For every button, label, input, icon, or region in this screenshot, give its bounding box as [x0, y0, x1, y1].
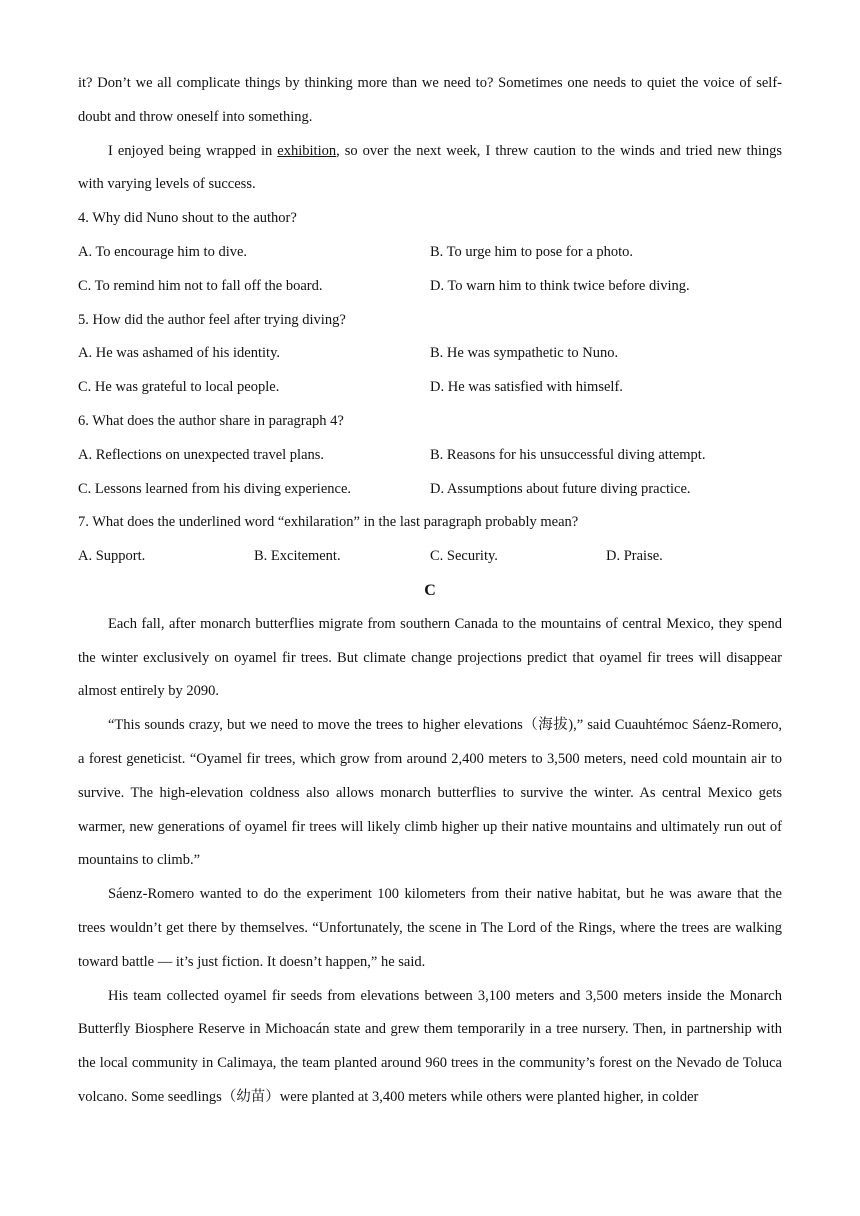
document-page [78, 67, 782, 1115]
option-b: B. To urge him to pose for a photo. [430, 243, 634, 260]
option-d: D. He was satisfied with himself. [430, 379, 623, 396]
option-a: A. To encourage him to dive. [78, 243, 248, 260]
question-6: 6. What does the author share in paragraph 4? [78, 412, 344, 429]
option-a: A. Support. [78, 548, 146, 565]
option-a: A. He was ashamed of his identity. [78, 345, 281, 362]
question-4-options [78, 236, 782, 304]
option-d: D. To warn him to think twice before diving. [430, 277, 690, 294]
paragraph-top: it? Don’t we all complicate things by thinking more than we need to? Sometimes one needs to quiet the voice of self-doubt and throw oneself into something. [78, 75, 782, 125]
question-7: 7. What does the underlined word “exhilaration” in the last paragraph probably mean? [78, 514, 579, 531]
option-d: D. Praise. [606, 548, 663, 565]
option-b: B. He was sympathetic to Nuno. [430, 345, 619, 362]
option-a: A. Reflections on unexpected travel plans. [78, 446, 325, 463]
section-heading: C [424, 581, 436, 599]
section-c-paragraph-2: “This sounds crazy, but we need to move the trees to higher elevations（海拔),” said Cuauhtémoc Sáenz-Romero, a forest geneticist. “Oyamel fir trees, which grow from around 2,400 meters to 3,500 meters, need cold mountain air to survive. The high-elevation coldness also allows monarch butterflies to survive the winter. As central Mexico gets warmer, new generations of oyamel fir trees will likely climb higher up their native mountains and ultimately run out of mountains to climb.” [78, 717, 782, 869]
question-5: 5. How did the author feel after trying diving? [78, 311, 346, 328]
option-b: B. Excitement. [254, 548, 341, 565]
question-4: 4. Why did Nuno shout to the author? [78, 210, 297, 227]
section-c-paragraph-1: Each fall, after monarch butterflies migrate from southern Canada to the mountains of central Mexico, they spend the winter exclusively on oyamel fir trees. But climate change projections predict that oyamel fir trees will disappear almost entirely by 2090. [78, 615, 782, 700]
option-b: B. Reasons for his unsuccessful diving attempt. [430, 446, 706, 463]
option-d: D. Assumptions about future diving practice. [430, 480, 691, 497]
question-7-options [78, 540, 782, 574]
option-c: C. To remind him not to fall off the board. [78, 277, 323, 294]
underlined-word: exhibition [277, 142, 337, 159]
option-c: C. He was grateful to local people. [78, 379, 280, 396]
text-before: I enjoyed being wrapped in [108, 142, 278, 159]
paragraph-exhilaration [78, 135, 782, 203]
question-6-options [78, 439, 782, 507]
text-after: , so over the next week, I threw caution to the winds and tried new things with varying levels of success. [78, 142, 782, 193]
section-c-paragraph-3: Sáenz-Romero wanted to do the experiment 100 kilometers from their native habitat, but he was aware that the trees wouldn’t get there by themselves. “Unfortunately, the scene in The Lord of the Rings, where the trees are walking toward battle — it’s just fiction. It doesn’t happen,” he said. [78, 886, 782, 970]
section-c-paragraph-4: His team collected oyamel fir seeds from elevations between 3,100 meters and 3,500 meters inside the Monarch Butterfly Biosphere Reserve in Michoacán state and grew them temporarily in a tree nursery. Then, in partnership with the local community in Calimaya, the team planted around 960 trees in the community’s forest on the Nevado de Toluca volcano. Some seedlings（幼苗）were planted at 3,400 meters while others were planted higher, in colder [78, 987, 782, 1105]
option-c: C. Security. [430, 548, 498, 565]
option-c: C. Lessons learned from his diving experience. [78, 480, 352, 497]
question-5-options [78, 337, 782, 405]
